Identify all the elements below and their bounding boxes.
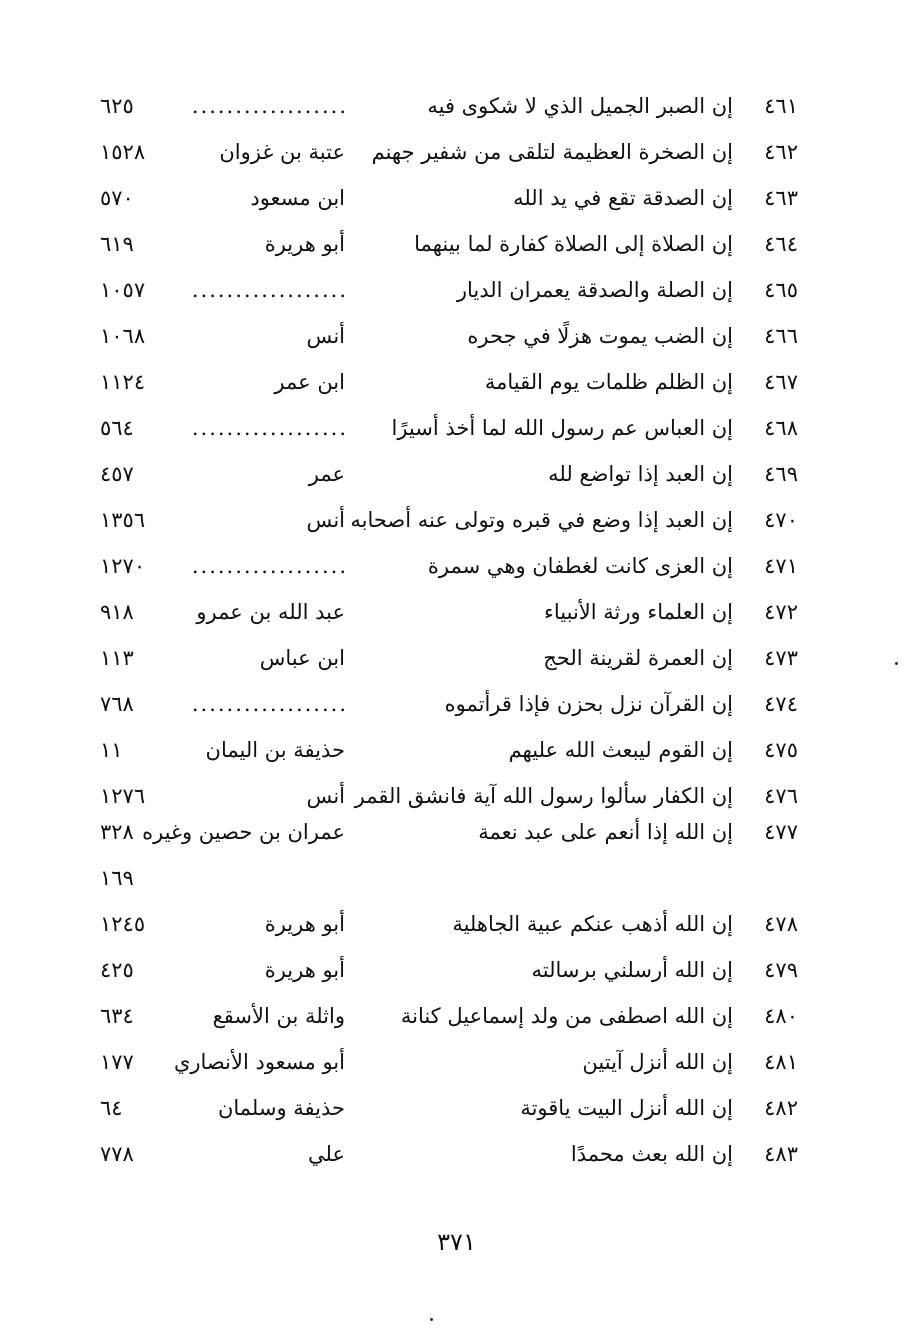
page-reference: ٣٢٨ [100, 820, 134, 844]
hadith-title: إن القرآن نزل بحزن فإذا قرأتموه [444, 692, 733, 716]
page-reference: ١١٢٤ [100, 370, 146, 394]
index-entry-row [0, 544, 913, 588]
hadith-title: إن الضب يموت هزلًا في جحره [467, 324, 733, 348]
page-reference: ١٠٦٨ [100, 324, 146, 348]
hadith-title: إن الله أنزل آيتين [582, 1050, 733, 1074]
entry-number: ٤٧٥ [764, 738, 798, 762]
hadith-title: إن الله اصطفى من ولد إسماعيل كنانة [400, 1004, 733, 1028]
narrator-name: أبو مسعود الأنصاري [173, 1050, 345, 1074]
page-reference: ١٠٥٧ [100, 278, 146, 302]
narrator-name: عبد الله بن عمرو [196, 600, 345, 624]
entry-number: ٤٦٦ [764, 324, 798, 348]
narrator-name: أبو هريرة [264, 912, 345, 936]
hadith-title: إن القوم ليبعث الله عليهم [508, 738, 733, 762]
narrator-name: أنس [306, 508, 345, 532]
page-reference: ٦١٩ [100, 232, 134, 256]
page-reference: ٤٢٥ [100, 958, 134, 982]
index-entry-row [0, 130, 913, 174]
index-entry-row [0, 682, 913, 726]
leader-dots: .................. [191, 692, 348, 716]
hadith-title: إن الصخرة العظيمة لتلقى من شفير جهنم [371, 140, 733, 164]
narrator-name: واثلة بن الأسقع [212, 1004, 345, 1028]
entry-number: ٤٦٢ [764, 140, 798, 164]
index-entry-row [0, 452, 913, 496]
page-reference: ١٢٧٠ [100, 554, 146, 578]
entry-number: ٤٦٧ [764, 370, 798, 394]
entry-number: ٤٨١ [764, 1050, 798, 1074]
index-entry-row [0, 84, 913, 128]
index-entry-row [0, 406, 913, 450]
narrator-name: عتبة بن غزوان [219, 140, 345, 164]
leader-dots: .................. [191, 416, 348, 440]
page-number: ٣٧١ [437, 1228, 476, 1256]
narrator-name: ابن مسعود [250, 186, 345, 210]
narrator-name: حذيفة بن اليمان [205, 738, 345, 762]
page-reference: ٥٧٠ [100, 186, 134, 210]
page-reference: ١١ [100, 738, 123, 762]
index-entry-row [0, 728, 913, 772]
entry-number: ٤٧٩ [764, 958, 798, 982]
index-entry-row [0, 994, 913, 1038]
hadith-title: إن العزى كانت لغطفان وهي سمرة [427, 554, 733, 578]
index-entry-row [0, 902, 913, 946]
hadith-title: إن الله بعث محمدًا [570, 1142, 733, 1166]
hadith-title: إن العباس عم رسول الله لما أخذ أسيرًا [391, 416, 733, 440]
page-reference: ٥٦٤ [100, 416, 134, 440]
index-entry-row [0, 176, 913, 220]
hadith-title: إن الصلاة إلى الصلاة كفارة لما بينهما [414, 232, 733, 256]
index-entry-row [0, 590, 913, 634]
index-entry-row [0, 948, 913, 992]
speck-mark [430, 1318, 433, 1321]
page-reference: ١٦٩ [100, 866, 134, 890]
narrator-name: علي [308, 1142, 345, 1166]
entry-number: ٤٧٧ [764, 820, 798, 844]
index-entry-row [0, 360, 913, 404]
entry-number: ٤٧٠ [764, 508, 798, 532]
narrator-name: أنس [306, 324, 345, 348]
index-entry-row [0, 222, 913, 266]
page-reference: ١٥٢٨ [100, 140, 146, 164]
entry-number [738, 856, 798, 900]
entry-number: ٤٧٦ [764, 784, 798, 808]
index-entry-row [0, 636, 913, 680]
hadith-title: إن الله أرسلني برسالته [531, 958, 733, 982]
index-entry-row [0, 856, 913, 900]
entry-number: ٤٧٣ [764, 646, 798, 670]
entry-number: ٤٦٩ [764, 462, 798, 486]
entry-number: ٤٦١ [764, 94, 798, 118]
entry-number: ٤٨٣ [764, 1142, 798, 1166]
narrator-name: أنس [306, 784, 345, 808]
hadith-title [343, 856, 733, 900]
index-entry-row [0, 1132, 913, 1176]
hadith-title: إن الصلة والصدقة يعمران الديار [456, 278, 733, 302]
hadith-title: إن العلماء ورثة الأنبياء [544, 600, 733, 624]
hadith-title: إن العبد إذا تواضع لله [548, 462, 733, 486]
narrator-name: ابن عمر [274, 370, 345, 394]
page-reference: ٤٥٧ [100, 462, 134, 486]
hadith-title: إن الله أذهب عنكم عبية الجاهلية [452, 912, 733, 936]
index-entry-row [0, 1086, 913, 1130]
entry-number: ٤٨٢ [764, 1096, 798, 1120]
entry-number: ٤٦٤ [764, 232, 798, 256]
hadith-title: إن الصدقة تقع في يد الله [513, 186, 733, 210]
page-reference: ٧٧٨ [100, 1142, 134, 1166]
page-reference: ٩١٨ [100, 600, 134, 624]
page-reference: ١٣٥٦ [100, 508, 146, 532]
hadith-title: إن الصبر الجميل الذي لا شكوى فيه [427, 94, 733, 118]
entry-number: ٤٧٢ [764, 600, 798, 624]
entry-number: ٤٦٨ [764, 416, 798, 440]
narrator-name: أبو هريرة [264, 958, 345, 982]
hadith-title: إن الله إذا أنعم على عبد نعمة [478, 820, 733, 844]
narrator-name: أبو هريرة [264, 232, 345, 256]
narrator-name [175, 856, 345, 900]
page-reference: ١٢٧٦ [100, 784, 146, 808]
hadith-title: إن الكفار سألوا رسول الله آية فانشق القمر [354, 784, 733, 808]
entry-number: ٤٧١ [764, 554, 798, 578]
leader-dots: .................. [191, 94, 348, 118]
index-entry-row [0, 268, 913, 312]
narrator-name: عمر [308, 462, 345, 486]
page-reference: ١٢٤٥ [100, 912, 146, 936]
page-reference: ٦٢٥ [100, 94, 134, 118]
entry-number: ٤٧٤ [764, 692, 798, 716]
leader-dots: .................. [191, 278, 348, 302]
entry-number: ٤٦٥ [764, 278, 798, 302]
narrator-name: ابن عباس [259, 646, 345, 670]
index-entry-row [0, 810, 913, 854]
entry-number: ٤٦٣ [764, 186, 798, 210]
page-reference: ١١٣ [100, 646, 134, 670]
hadith-title: إن الله أنزل البيت ياقوتة [520, 1096, 733, 1120]
page-reference: ٦٣٤ [100, 1004, 134, 1028]
page-reference: ١٧٧ [100, 1050, 134, 1074]
page-reference: ٦٤ [100, 1096, 123, 1120]
narrator-name: عمران بن حصين وغيره [142, 820, 345, 844]
index-entry-row [0, 1040, 913, 1084]
entry-number: ٤٨٠ [764, 1004, 798, 1028]
hadith-title: إن العبد إذا وضع في قبره وتولى عنه أصحابه [350, 508, 733, 532]
speck-mark [895, 662, 898, 665]
entry-number: ٤٧٨ [764, 912, 798, 936]
index-entry-row [0, 314, 913, 358]
narrator-name: حذيفة وسلمان [217, 1096, 345, 1120]
leader-dots: .................. [191, 554, 348, 578]
hadith-title: إن الظلم ظلمات يوم القيامة [484, 370, 733, 394]
index-entry-row [0, 498, 913, 542]
hadith-title: إن العمرة لقرينة الحج [543, 646, 733, 670]
page-reference: ٧٦٨ [100, 692, 134, 716]
